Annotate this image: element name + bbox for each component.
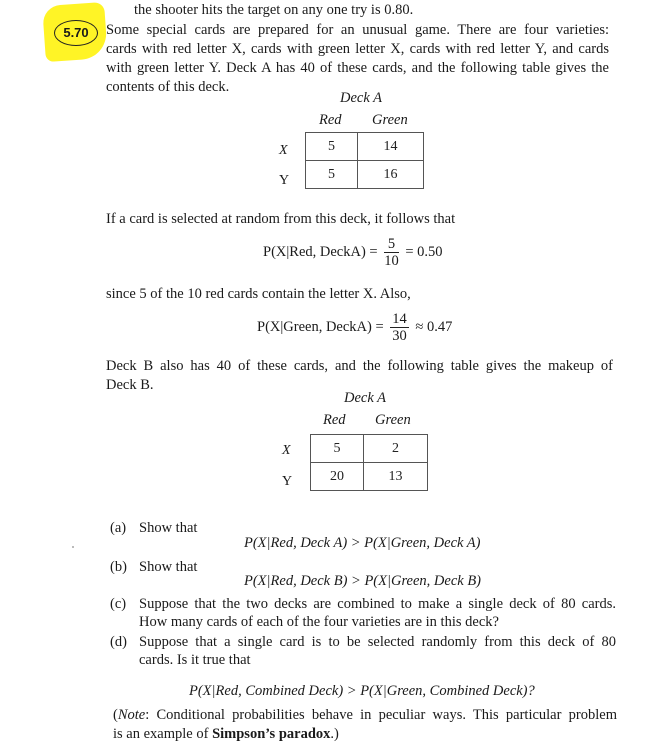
table-row bbox=[306, 161, 424, 189]
intro-line-3: with green letter Y. Deck A has 40 of these cards, and the following table gives the bbox=[106, 60, 609, 76]
part-c-label: (c) bbox=[110, 596, 127, 612]
deck-b-x-red: 5 bbox=[311, 435, 364, 463]
note-line-2 bbox=[113, 726, 339, 743]
deck-b-title: Deck A bbox=[344, 390, 386, 406]
note-text-2-pre: is an example of bbox=[113, 726, 213, 742]
deck-a-y-red: 5 bbox=[306, 161, 358, 189]
table-row bbox=[311, 435, 428, 463]
note-text-2-post: .) bbox=[330, 726, 339, 742]
deck-b-col-green: Green bbox=[375, 412, 411, 428]
part-c-line-2: How many cards of each of the four varieties are in this deck? bbox=[139, 614, 499, 630]
note-line-1 bbox=[113, 707, 617, 724]
note-label: Note bbox=[117, 707, 146, 723]
deck-b-y-red: 20 bbox=[311, 463, 364, 491]
deck-a-title: Deck A bbox=[340, 90, 382, 106]
deck-a-col-red: Red bbox=[319, 112, 342, 128]
deck-a-table bbox=[305, 132, 424, 189]
part-b-text: Show that bbox=[139, 559, 198, 575]
deck-a-col-green: Green bbox=[372, 112, 408, 128]
part-d-line-1: Suppose that a single card is to be selected randomly from this deck of 80 bbox=[139, 634, 616, 650]
deck-b-table bbox=[310, 434, 428, 491]
part-a-text: Show that bbox=[139, 520, 198, 536]
deck-a-row-label-y: Y bbox=[279, 173, 290, 188]
equation-1-fraction bbox=[384, 236, 399, 269]
equation-2-lhs: P(X|Green, DeckA) = bbox=[257, 318, 384, 335]
deck-b-col-red: Red bbox=[323, 412, 346, 428]
note-open-paren: ( bbox=[113, 707, 118, 723]
deck-b-x-green: 2 bbox=[364, 435, 428, 463]
part-d-inequality: P(X|Red, Combined Deck) > P(X|Green, Combined Deck)? bbox=[189, 683, 535, 699]
equation-2-fraction bbox=[390, 311, 409, 344]
intro-line-4: contents of this deck. bbox=[106, 79, 230, 95]
intro-line-1: Some special cards are prepared for an unusual game. There are four varieties: bbox=[106, 22, 609, 38]
previous-problem-tail: the shooter hits the target on any one try is 0.80. bbox=[134, 2, 414, 18]
deck-b-line-1: Deck B also has 40 of these cards, and the following table gives the makeup of bbox=[106, 358, 613, 374]
table-row bbox=[306, 133, 424, 161]
note-bold-term: Simpson’s paradox bbox=[212, 726, 331, 742]
note-text-1: : Conditional probabilities behave in peculiar ways. This particular problem bbox=[145, 707, 617, 723]
deck-a-x-green: 14 bbox=[358, 133, 424, 161]
part-b-inequality: P(X|Red, Deck B) > P(X|Green, Deck B) bbox=[244, 573, 482, 589]
deck-a-row-label-x: X bbox=[279, 143, 288, 158]
part-a-label: (a) bbox=[110, 520, 127, 536]
equation-2-denominator: 30 bbox=[392, 328, 407, 344]
equation-1 bbox=[263, 236, 443, 269]
part-c-line-1: Suppose that the two decks are combined to make a single deck of 80 cards. bbox=[139, 596, 616, 612]
deck-b-row-label-x: X bbox=[282, 443, 291, 458]
selected-sentence: If a card is selected at random from this deck, it follows that bbox=[106, 211, 456, 227]
deck-a-x-red: 5 bbox=[306, 133, 358, 161]
intro-line-2: cards with red letter X, cards with green letter X, cards with red letter Y, and cards bbox=[106, 41, 609, 57]
deck-a-y-green: 16 bbox=[358, 161, 424, 189]
stray-mark bbox=[72, 546, 74, 548]
table-row bbox=[311, 463, 428, 491]
deck-b-line-2: Deck B. bbox=[106, 377, 154, 393]
equation-1-lhs: P(X|Red, DeckA) = bbox=[263, 243, 378, 260]
part-d-line-2: cards. Is it true that bbox=[139, 652, 251, 668]
deck-b-row-label-y: Y bbox=[282, 474, 293, 489]
part-d-label: (d) bbox=[110, 634, 127, 650]
equation-1-rhs: = 0.50 bbox=[405, 243, 443, 260]
since-sentence: since 5 of the 10 red cards contain the letter X. Also, bbox=[106, 286, 411, 302]
part-b-label: (b) bbox=[110, 559, 127, 575]
problem-number-circled: 5.70 bbox=[54, 20, 98, 46]
equation-1-numerator: 5 bbox=[384, 236, 399, 253]
deck-b-y-green: 13 bbox=[364, 463, 428, 491]
equation-2-rhs: ≈ 0.47 bbox=[415, 318, 453, 335]
part-a-inequality: P(X|Red, Deck A) > P(X|Green, Deck A) bbox=[244, 535, 481, 551]
equation-2-numerator: 14 bbox=[392, 311, 407, 327]
equation-2 bbox=[257, 311, 452, 344]
equation-1-denominator: 10 bbox=[384, 253, 399, 269]
